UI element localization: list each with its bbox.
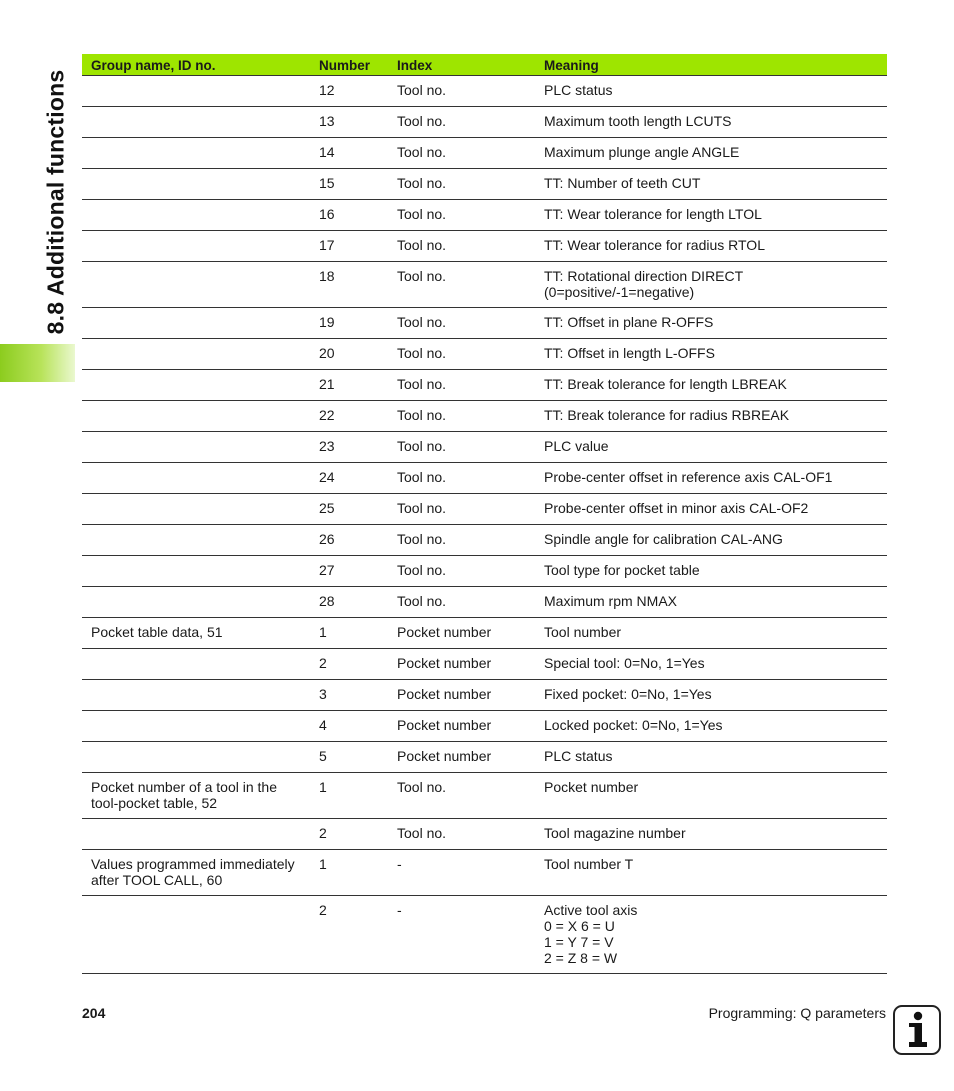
meaning-cell-line: (0=positive/-1=negative) xyxy=(544,284,695,300)
chapter-title: 8.8 Additional functions xyxy=(42,69,69,335)
table-row xyxy=(82,618,887,649)
table-row xyxy=(82,308,887,339)
group-cell xyxy=(82,107,310,138)
index-cell: - xyxy=(388,850,535,896)
table-row xyxy=(82,107,887,138)
index-cell: Tool no. xyxy=(388,200,535,231)
meaning-cell-line: Tool magazine number xyxy=(544,825,686,841)
q-parameter-table xyxy=(82,54,887,974)
header-group: Group name, ID no. xyxy=(82,54,310,76)
index-cell: Tool no. xyxy=(388,76,535,107)
index-cell: Tool no. xyxy=(388,587,535,618)
group-cell-line: tool-pocket table, 52 xyxy=(91,795,218,811)
group-cell xyxy=(82,308,310,339)
meaning-cell xyxy=(535,649,887,680)
table-row xyxy=(82,556,887,587)
index-cell: Tool no. xyxy=(388,494,535,525)
meaning-cell-line: Probe-center offset in minor axis CAL-OF2 xyxy=(544,500,809,516)
index-cell: Tool no. xyxy=(388,231,535,262)
meaning-cell xyxy=(535,587,887,618)
meaning-cell-line: TT: Number of teeth CUT xyxy=(544,175,701,191)
group-cell xyxy=(82,742,310,773)
number-cell: 17 xyxy=(310,231,388,262)
table-row xyxy=(82,680,887,711)
meaning-cell xyxy=(535,401,887,432)
index-cell: Tool no. xyxy=(388,819,535,850)
number-cell: 1 xyxy=(310,773,388,819)
table-row xyxy=(82,896,887,974)
footer-title: Programming: Q parameters xyxy=(708,1005,886,1021)
meaning-cell xyxy=(535,463,887,494)
number-cell: 19 xyxy=(310,308,388,339)
group-cell-line: Pocket number of a tool in the xyxy=(91,779,277,795)
index-cell: Tool no. xyxy=(388,525,535,556)
number-cell: 3 xyxy=(310,680,388,711)
index-cell: Pocket number xyxy=(388,742,535,773)
info-icon xyxy=(893,1005,941,1055)
meaning-cell xyxy=(535,107,887,138)
meaning-cell-line: Tool type for pocket table xyxy=(544,562,700,578)
meaning-cell xyxy=(535,262,887,308)
group-cell xyxy=(82,200,310,231)
group-cell-line: Pocket table data, 51 xyxy=(91,624,223,640)
group-cell xyxy=(82,556,310,587)
meaning-cell-line: TT: Wear tolerance for length LTOL xyxy=(544,206,762,222)
index-cell: Tool no. xyxy=(388,401,535,432)
index-cell: Tool no. xyxy=(388,432,535,463)
table-row xyxy=(82,401,887,432)
meaning-cell-line: PLC status xyxy=(544,748,613,764)
number-cell: 24 xyxy=(310,463,388,494)
group-cell-line: after TOOL CALL, 60 xyxy=(91,872,223,888)
table-row xyxy=(82,711,887,742)
meaning-cell-line: Maximum rpm NMAX xyxy=(544,593,678,609)
number-cell: 21 xyxy=(310,370,388,401)
number-cell: 13 xyxy=(310,107,388,138)
meaning-cell xyxy=(535,370,887,401)
meaning-cell xyxy=(535,525,887,556)
index-cell: Tool no. xyxy=(388,463,535,494)
group-cell xyxy=(82,711,310,742)
group-cell xyxy=(82,525,310,556)
meaning-cell-line: PLC value xyxy=(544,438,609,454)
meaning-cell-line: Special tool: 0=No, 1=Yes xyxy=(544,655,705,671)
index-cell: Tool no. xyxy=(388,107,535,138)
meaning-cell xyxy=(535,432,887,463)
table-row xyxy=(82,463,887,494)
meaning-cell-line: 0 = X 6 = U xyxy=(544,918,615,934)
index-cell: Pocket number xyxy=(388,618,535,649)
number-cell: 4 xyxy=(310,711,388,742)
meaning-cell-line: TT: Offset in plane R-OFFS xyxy=(544,314,714,330)
meaning-cell-line: Active tool axis xyxy=(544,902,638,918)
number-cell: 26 xyxy=(310,525,388,556)
group-cell-line: Values programmed immediately xyxy=(91,856,295,872)
meaning-cell-line: Fixed pocket: 0=No, 1=Yes xyxy=(544,686,712,702)
meaning-cell xyxy=(535,339,887,370)
table-row xyxy=(82,432,887,463)
group-cell xyxy=(82,896,310,974)
number-cell: 16 xyxy=(310,200,388,231)
group-cell xyxy=(82,370,310,401)
meaning-cell xyxy=(535,711,887,742)
table-row xyxy=(82,773,887,819)
group-cell xyxy=(82,850,310,896)
meaning-cell-line: Probe-center offset in reference axis CAL-OF1 xyxy=(544,469,833,485)
table-row xyxy=(82,200,887,231)
table-row xyxy=(82,850,887,896)
number-cell: 15 xyxy=(310,169,388,200)
number-cell: 5 xyxy=(310,742,388,773)
number-cell: 25 xyxy=(310,494,388,525)
number-cell: 22 xyxy=(310,401,388,432)
index-cell: Tool no. xyxy=(388,138,535,169)
group-cell xyxy=(82,138,310,169)
meaning-cell xyxy=(535,556,887,587)
group-cell xyxy=(82,169,310,200)
meaning-cell-line: TT: Rotational direction DIRECT xyxy=(544,268,744,284)
table-row xyxy=(82,525,887,556)
meaning-cell-line: Locked pocket: 0=No, 1=Yes xyxy=(544,717,723,733)
chapter-tab-marker xyxy=(0,344,75,382)
group-cell xyxy=(82,618,310,649)
group-cell xyxy=(82,401,310,432)
meaning-cell-line: TT: Break tolerance for radius RBREAK xyxy=(544,407,790,423)
index-cell: Pocket number xyxy=(388,680,535,711)
group-cell xyxy=(82,773,310,819)
number-cell: 2 xyxy=(310,819,388,850)
table-row xyxy=(82,370,887,401)
meaning-cell xyxy=(535,494,887,525)
index-cell: Tool no. xyxy=(388,370,535,401)
number-cell: 23 xyxy=(310,432,388,463)
number-cell: 12 xyxy=(310,76,388,107)
index-cell: Tool no. xyxy=(388,773,535,819)
table-body xyxy=(82,76,887,974)
number-cell: 14 xyxy=(310,138,388,169)
group-cell xyxy=(82,494,310,525)
group-cell xyxy=(82,231,310,262)
table-row xyxy=(82,742,887,773)
index-cell: Pocket number xyxy=(388,649,535,680)
number-cell: 18 xyxy=(310,262,388,308)
meaning-cell xyxy=(535,76,887,107)
table-header-row xyxy=(82,54,887,76)
number-cell: 2 xyxy=(310,896,388,974)
index-cell: Pocket number xyxy=(388,711,535,742)
meaning-cell-line: TT: Wear tolerance for radius RTOL xyxy=(544,237,765,253)
number-cell: 27 xyxy=(310,556,388,587)
meaning-cell xyxy=(535,231,887,262)
table-row xyxy=(82,76,887,107)
meaning-cell-line: Tool number T xyxy=(544,856,634,872)
meaning-cell-line: Tool number xyxy=(544,624,622,640)
meaning-cell-line: Maximum plunge angle ANGLE xyxy=(544,144,740,160)
group-cell xyxy=(82,339,310,370)
number-cell: 20 xyxy=(310,339,388,370)
group-cell xyxy=(82,680,310,711)
number-cell: 2 xyxy=(310,649,388,680)
index-cell: Tool no. xyxy=(388,556,535,587)
meaning-cell xyxy=(535,138,887,169)
group-cell xyxy=(82,262,310,308)
number-cell: 28 xyxy=(310,587,388,618)
meaning-cell xyxy=(535,773,887,819)
meaning-cell-line: Spindle angle for calibration CAL-ANG xyxy=(544,531,783,547)
meaning-cell-line: Maximum tooth length LCUTS xyxy=(544,113,732,129)
header-number: Number xyxy=(310,54,388,76)
meaning-cell xyxy=(535,680,887,711)
group-cell xyxy=(82,76,310,107)
table-row xyxy=(82,649,887,680)
meaning-cell-line: Pocket number xyxy=(544,779,639,795)
table-row xyxy=(82,169,887,200)
meaning-cell-line: 2 = Z 8 = W xyxy=(544,950,618,966)
meaning-cell xyxy=(535,169,887,200)
group-cell xyxy=(82,587,310,618)
meaning-cell xyxy=(535,896,887,974)
number-cell: 1 xyxy=(310,850,388,896)
meaning-cell-line: PLC status xyxy=(544,82,613,98)
group-cell xyxy=(82,649,310,680)
meaning-cell-line: 1 = Y 7 = V xyxy=(544,934,614,950)
index-cell: Tool no. xyxy=(388,308,535,339)
meaning-cell xyxy=(535,618,887,649)
group-cell xyxy=(82,432,310,463)
meaning-cell-line: TT: Offset in length L-OFFS xyxy=(544,345,715,361)
meaning-cell xyxy=(535,200,887,231)
index-cell: Tool no. xyxy=(388,169,535,200)
number-cell: 1 xyxy=(310,618,388,649)
table-row xyxy=(82,138,887,169)
table-row xyxy=(82,494,887,525)
table-row xyxy=(82,587,887,618)
table-row xyxy=(82,819,887,850)
group-cell xyxy=(82,463,310,494)
table-row xyxy=(82,339,887,370)
index-cell: - xyxy=(388,896,535,974)
group-cell xyxy=(82,819,310,850)
index-cell: Tool no. xyxy=(388,339,535,370)
meaning-cell xyxy=(535,308,887,339)
page-number: 204 xyxy=(82,1005,106,1021)
meaning-cell-line: TT: Break tolerance for length LBREAK xyxy=(544,376,787,392)
meaning-cell xyxy=(535,742,887,773)
table-row xyxy=(82,262,887,308)
index-cell: Tool no. xyxy=(388,262,535,308)
header-meaning: Meaning xyxy=(535,54,887,76)
table-row xyxy=(82,231,887,262)
meaning-cell xyxy=(535,819,887,850)
meaning-cell xyxy=(535,850,887,896)
header-index: Index xyxy=(388,54,535,76)
